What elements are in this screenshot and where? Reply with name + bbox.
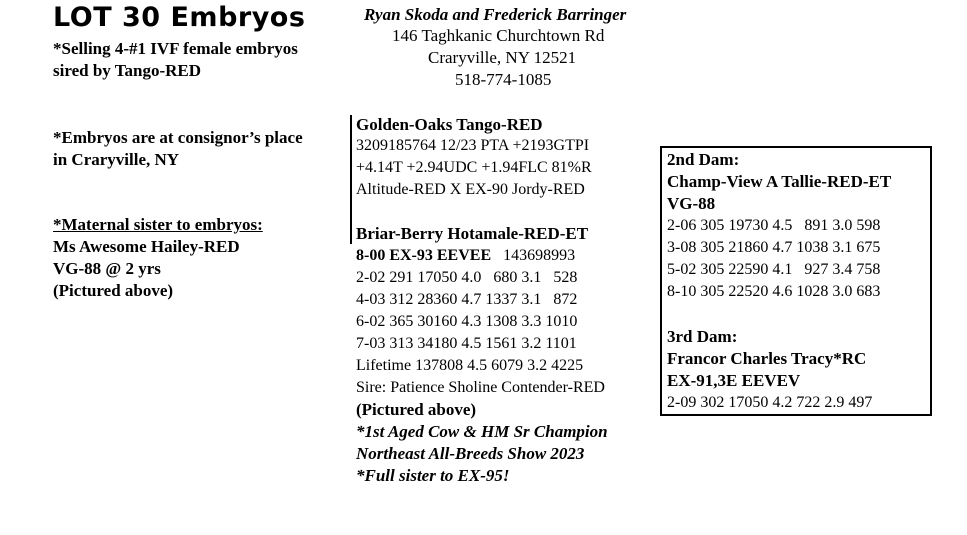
dam-class-line — [356, 245, 575, 267]
consignor-name: Ryan Skoda and Frederick Barringer — [364, 5, 627, 24]
third-dam-rating: EX-91,3E EEVEV — [667, 371, 801, 390]
location-line-2: in Craryville, NY — [53, 150, 180, 169]
consignor-address: 146 Taghkanic Churchtown Rd — [392, 26, 605, 45]
maternal-sister-heading: *Maternal sister to embryos: — [53, 215, 263, 234]
dam-registration: 143698993 — [503, 247, 576, 264]
selling-line-2: sired by Tango-RED — [53, 61, 202, 80]
second-dam-record-1: 2-06 305 19730 4.5 891 3.0 598 — [667, 217, 881, 234]
dam-record-4: 7-03 313 34180 4.5 1561 3.2 1101 — [356, 335, 577, 352]
maternal-sister-rating: VG-88 @ 2 yrs — [53, 259, 161, 278]
dam-pictured-note: (Pictured above) — [356, 400, 477, 419]
sire-name: Golden-Oaks Tango-RED — [356, 115, 543, 134]
selling-line-1: *Selling 4-#1 IVF female embryos — [53, 39, 298, 58]
pedigree-connector-line — [350, 115, 352, 244]
dam-record-2: 4-03 312 28360 4.7 1337 3.1 872 — [356, 291, 578, 308]
second-dam-heading: 2nd Dam: — [667, 150, 740, 169]
maternal-sister-note: (Pictured above) — [53, 281, 174, 300]
dam-classification: 8-00 EX-93 EEVEE — [356, 247, 492, 264]
dam-record-3: 6-02 365 30160 4.3 1308 3.3 1010 — [356, 313, 578, 330]
consignor-phone: 518-774-1085 — [455, 70, 552, 89]
second-dam-record-2: 3-08 305 21860 4.7 1038 3.1 675 — [667, 239, 881, 256]
third-dam-record: 2-09 302 17050 4.2 722 2.9 497 — [667, 394, 873, 411]
second-dam-record-4: 8-10 305 22520 4.6 1028 3.0 683 — [667, 283, 881, 300]
dam-honor-1: *1st Aged Cow & HM Sr Champion — [356, 422, 608, 441]
dam-honor-3: *Full sister to EX-95! — [356, 466, 510, 485]
maternal-sister-name: Ms Awesome Hailey-RED — [53, 237, 240, 256]
third-dam-name: Francor Charles Tracy*RC — [667, 349, 867, 368]
consignor-city: Craryville, NY 12521 — [428, 48, 577, 67]
lot-title: LOT 30 Embryos — [53, 2, 306, 33]
second-dam-rating: VG-88 — [667, 194, 716, 213]
dam-name: Briar-Berry Hotamale-RED-ET — [356, 224, 589, 243]
location-line-1: *Embryos are at consignor’s place — [53, 128, 303, 147]
second-dam-record-3: 5-02 305 22590 4.1 927 3.4 758 — [667, 261, 881, 278]
dam-honor-2: Northeast All-Breeds Show 2023 — [356, 444, 585, 463]
second-dam-name: Champ-View A Tallie-RED-ET — [667, 172, 892, 191]
sire-line-3: Altitude-RED X EX-90 Jordy-RED — [356, 181, 585, 198]
dam-sire-line: Sire: Patience Sholine Contender-RED — [356, 379, 605, 396]
dam-lifetime-record: Lifetime 137808 4.5 6079 3.2 4225 — [356, 357, 584, 374]
sire-line-1: 3209185764 12/23 PTA +2193GTPI — [356, 137, 590, 154]
sire-line-2: +4.14T +2.94UDC +1.94FLC 81%R — [356, 159, 592, 176]
third-dam-heading: 3rd Dam: — [667, 327, 738, 346]
dam-record-1: 2-02 291 17050 4.0 680 3.1 528 — [356, 269, 578, 286]
